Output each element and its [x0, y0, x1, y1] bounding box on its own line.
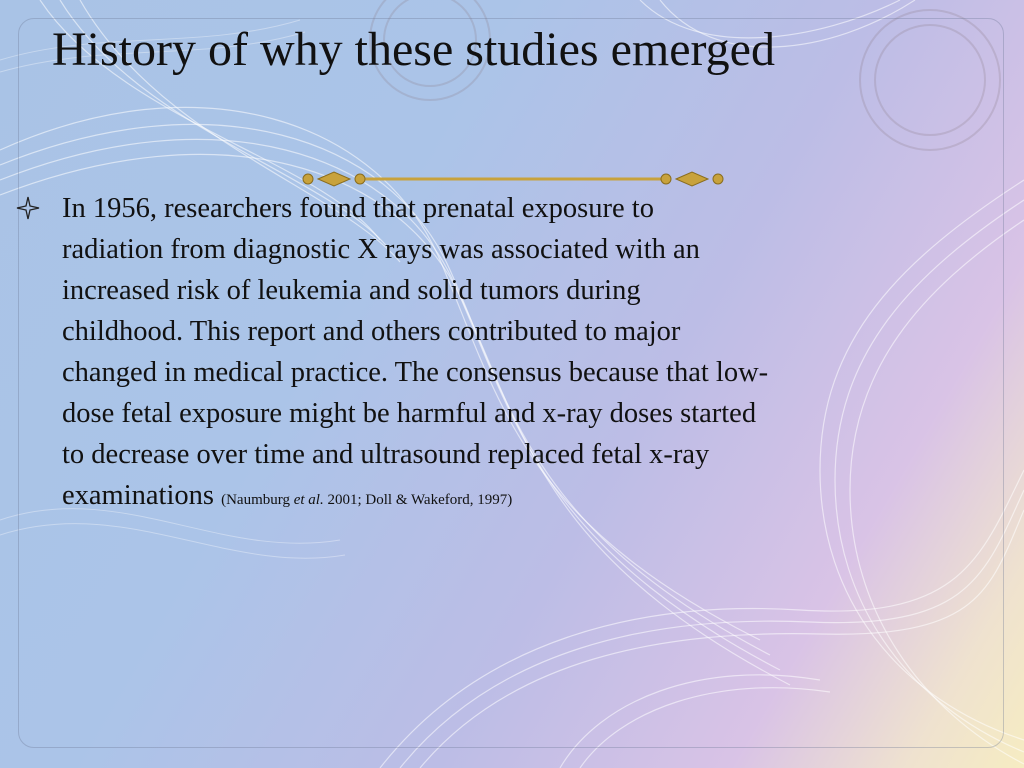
slide-title: History of why these studies emerged: [52, 23, 775, 76]
bullet-line: childhood. This report and others contributed to major: [62, 316, 681, 347]
bullet-text: [62, 188, 962, 521]
gold-divider-ornament: [300, 168, 728, 190]
citation: [221, 492, 512, 508]
bullet-line: radiation from diagnostic X rays was associated with an: [62, 234, 700, 265]
bullet-line: increased risk of leukemia and solid tumors during: [62, 275, 641, 306]
bullet-line: changed in medical practice. The consensus because that low-: [62, 357, 769, 388]
citation-prefix: (Naumburg: [221, 492, 294, 508]
bullet-line: to decrease over time and ultrasound replaced fetal x-ray: [62, 439, 710, 470]
bullet-line: In 1956, researchers found that prenatal exposure to: [62, 193, 654, 224]
citation-suffix: 2001; Doll & Wakeford, 1997): [323, 492, 513, 508]
bullet-line: examinations: [62, 480, 214, 511]
four-point-star-bullet-icon: [14, 194, 42, 222]
citation-et-al: et al.: [293, 492, 324, 508]
bullet-line: dose fetal exposure might be harmful and x-ray doses started: [62, 398, 757, 429]
